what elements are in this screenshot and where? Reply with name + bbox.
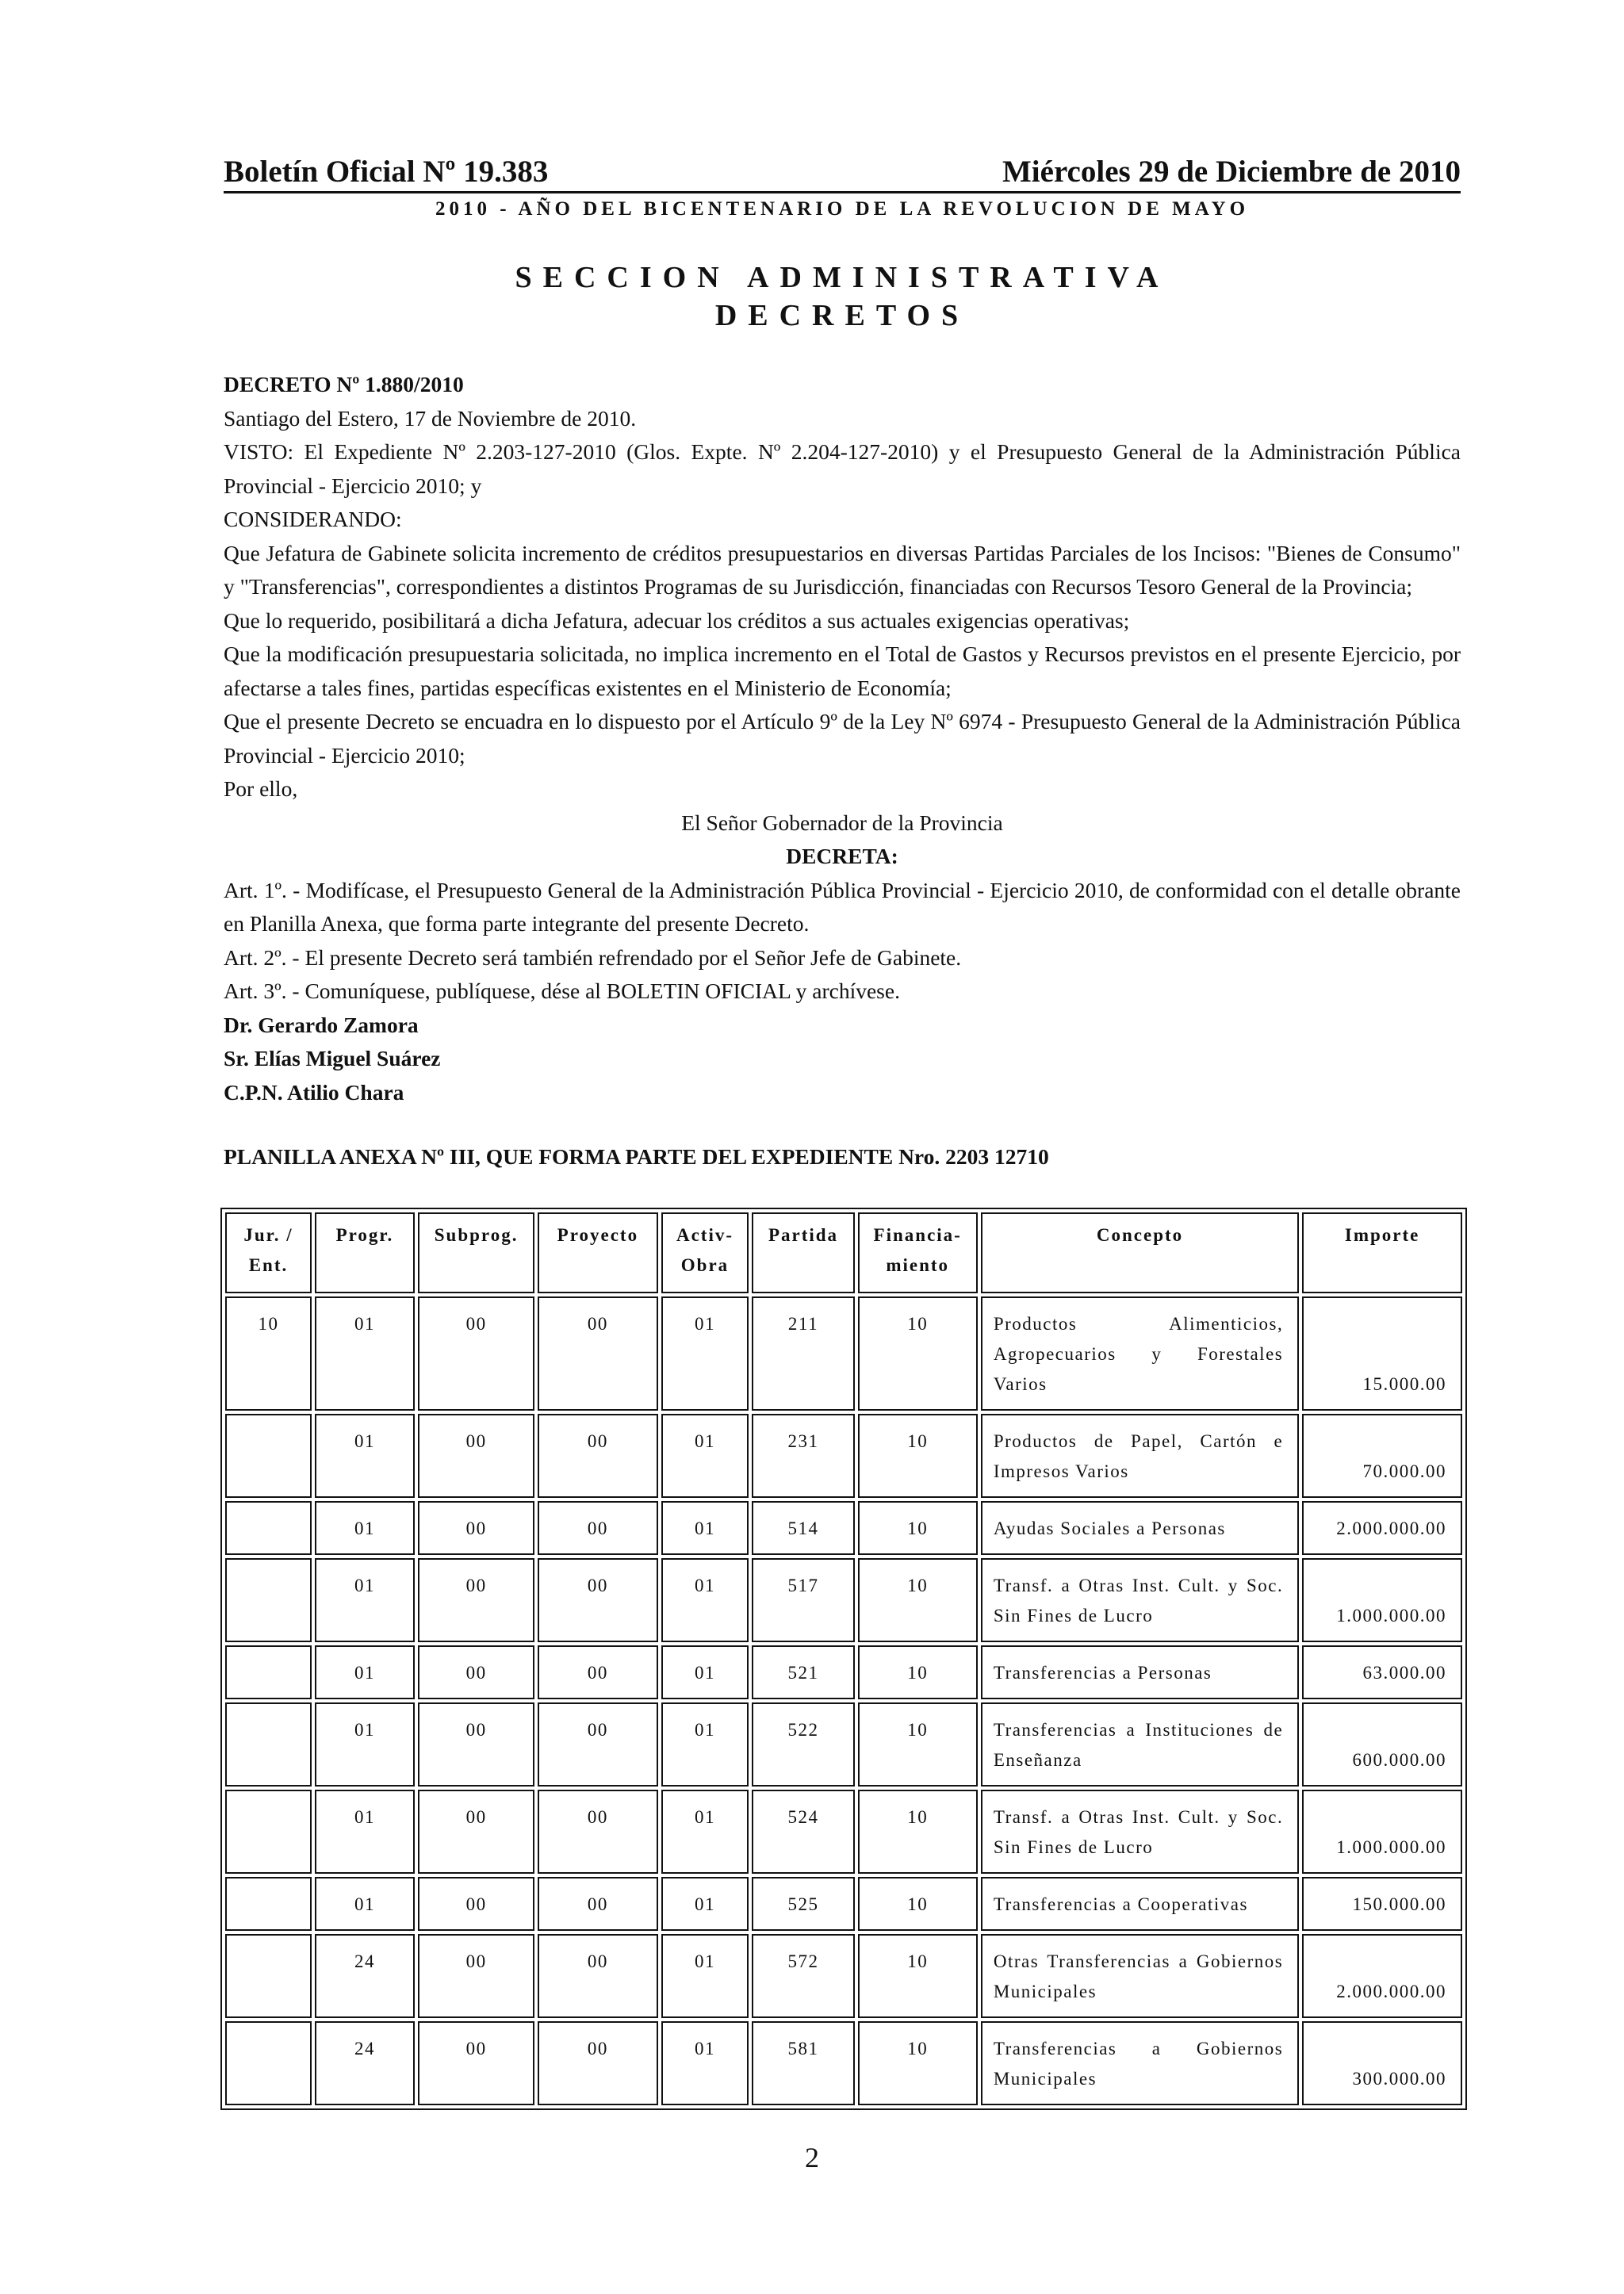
cell-importe: 70.000.00 (1302, 1414, 1462, 1498)
cell-subprog: 00 (418, 2021, 534, 2105)
cell-subprog: 00 (418, 1558, 534, 1642)
col-header-jur: Jur. / Ent. (225, 1212, 312, 1293)
cell-progr: 01 (315, 1877, 415, 1931)
cell-progr: 01 (315, 1414, 415, 1498)
anexa-title: PLANILLA ANEXA Nº III, QUE FORMA PARTE DEL EXPEDIENTE Nro. 2203 12710 (224, 1144, 1049, 1169)
col-header-activ: Activ- Obra (661, 1212, 749, 1293)
concepto-line: Transferencias a Gobiernos (993, 2039, 1284, 2058)
section-subtitle: DECRETOS (714, 299, 970, 332)
cell-subprog: 00 (418, 1702, 534, 1787)
cell-proyecto: 00 (538, 2021, 657, 2105)
cell-subprog: 00 (418, 1877, 534, 1931)
cell-proyecto: 00 (538, 1702, 657, 1787)
anexa-table (220, 1208, 1467, 2110)
cell-concepto (981, 1558, 1299, 1642)
concepto-line: Otras Transferencias a Gobiernos (993, 1951, 1284, 1971)
concepto-line: Sin Fines de Lucro (993, 1837, 1154, 1857)
cell-subprog: 00 (418, 1296, 534, 1411)
cell-jur: 10 (225, 1296, 312, 1411)
bulletin-number: Boletín Oficial Nº 19.383 (224, 155, 549, 189)
cell-activ: 01 (661, 1877, 749, 1931)
col-header-importe: Importe (1302, 1212, 1462, 1293)
cell-jur (225, 1877, 312, 1931)
cell-proyecto: 00 (538, 1645, 657, 1699)
table-row (225, 1934, 1462, 2018)
cell-importe: 300.000.00 (1302, 2021, 1462, 2105)
cell-activ: 01 (661, 1934, 749, 2018)
cell-jur (225, 1934, 312, 2018)
cell-partida: 581 (752, 2021, 854, 2105)
table-row (225, 1877, 1462, 1931)
signatory: Dr. Gerardo Zamora (224, 1012, 419, 1037)
cell-partida: 231 (752, 1414, 854, 1498)
cell-subprog: 00 (418, 1414, 534, 1498)
cell-activ: 01 (661, 1790, 749, 1874)
decree-paragraph-1: Que Jefatura de Gabinete solicita incremento de créditos presupuestarios en diversas Partidas Parciales de los Incisos: "Bienes de Consumo" y "Transferencias", correspondientes a distintos Programas de su Jurisdicción, financiadas con Recursos Tesoro General de la Provincia; (224, 540, 1461, 599)
cell-activ: 01 (661, 1702, 749, 1787)
table-row (225, 1645, 1462, 1699)
table-row (225, 1790, 1462, 1874)
decree-considerando: CONSIDERANDO: (224, 507, 402, 531)
cell-progr: 01 (315, 1702, 415, 1787)
concepto-line: Transferencias a Cooperativas (993, 1894, 1248, 1914)
cell-jur (225, 1645, 312, 1699)
decree-body (224, 368, 1461, 1109)
cell-concepto (981, 1934, 1299, 2018)
cell-financ: 10 (858, 1558, 978, 1642)
bulletin-header (224, 155, 1461, 193)
col-header-subprog: Subprog. (418, 1212, 534, 1293)
cell-subprog: 00 (418, 1790, 534, 1874)
cell-subprog: 00 (418, 1501, 534, 1555)
cell-financ: 10 (858, 1877, 978, 1931)
col-header-proyecto: Proyecto (538, 1212, 657, 1293)
cell-progr: 01 (315, 1296, 415, 1411)
cell-progr: 24 (315, 1934, 415, 2018)
cell-proyecto: 00 (538, 1558, 657, 1642)
cell-progr: 01 (315, 1645, 415, 1699)
decree-visto: VISTO: El Expediente Nº 2.203-127-2010 (Glos. Expte. Nº 2.204-127-2010) y el Presupuesto General de la Administración Pública Provincial - Ejercicio 2010; y (224, 439, 1461, 498)
cell-concepto (981, 1877, 1299, 1931)
cell-progr: 01 (315, 1558, 415, 1642)
cell-proyecto: 00 (538, 1296, 657, 1411)
cell-activ: 01 (661, 1414, 749, 1498)
cell-proyecto: 00 (538, 1934, 657, 2018)
decree-place-date: Santiago del Estero, 17 de Noviembre de 2010. (224, 405, 637, 431)
concepto-line: Ayudas Sociales a Personas (993, 1518, 1226, 1538)
cell-progr: 24 (315, 2021, 415, 2105)
cell-proyecto: 00 (538, 1790, 657, 1874)
col-header-concepto: Concepto (981, 1212, 1299, 1293)
cell-importe: 1.000.000.00 (1302, 1558, 1462, 1642)
cell-partida: 572 (752, 1934, 854, 2018)
decree-article-2: Art. 2º. - El presente Decreto será también refrendado por el Señor Jefe de Gabinete. (224, 944, 962, 970)
table-row (225, 1702, 1462, 1787)
decree-por-ello: Por ello, (224, 776, 298, 801)
decree-article-1: Art. 1º. - Modifícase, el Presupuesto General de la Administración Pública Provincial - Ejercicio 2010, de conformidad con el detalle obrante en Planilla Anexa, que forma parte integrante del presente Decreto. (224, 877, 1461, 936)
cell-proyecto: 00 (538, 1501, 657, 1555)
concepto-line: Varios (993, 1374, 1048, 1394)
cell-concepto (981, 1702, 1299, 1787)
cell-financ: 10 (858, 2021, 978, 2105)
cell-jur (225, 1414, 312, 1498)
cell-activ: 01 (661, 1645, 749, 1699)
signatory: C.P.N. Atilio Chara (224, 1079, 404, 1105)
cell-subprog: 00 (418, 1645, 534, 1699)
concepto-line: Municipales (993, 1982, 1097, 2001)
col-header-progr: Progr. (315, 1212, 415, 1293)
cell-progr: 01 (315, 1790, 415, 1874)
col-header-financ: Financia- miento (858, 1212, 978, 1293)
table-row (225, 1558, 1462, 1642)
concepto-line: Sin Fines de Lucro (993, 1606, 1154, 1626)
decree-decreta: DECRETA: (786, 844, 898, 868)
cell-importe: 600.000.00 (1302, 1702, 1462, 1787)
concepto-line: Transf. a Otras Inst. Cult. y Soc. (993, 1807, 1284, 1827)
cell-activ: 01 (661, 2021, 749, 2105)
concepto-line: Productos Alimenticios, (993, 1314, 1284, 1334)
table-row (225, 1296, 1462, 1411)
cell-importe: 15.000.00 (1302, 1296, 1462, 1411)
cell-importe: 1.000.000.00 (1302, 1790, 1462, 1874)
cell-partida: 521 (752, 1645, 854, 1699)
page-number: 2 (805, 2142, 819, 2173)
concepto-line: Transferencias a Personas (993, 1663, 1212, 1683)
cell-importe: 63.000.00 (1302, 1645, 1462, 1699)
cell-partida: 522 (752, 1702, 854, 1787)
section-title: SECCION ADMINISTRATIVA (515, 261, 1170, 294)
cell-concepto (981, 1414, 1299, 1498)
signatory: Sr. Elías Miguel Suárez (224, 1046, 441, 1070)
cell-concepto (981, 1296, 1299, 1411)
cell-jur (225, 1501, 312, 1555)
cell-partida: 211 (752, 1296, 854, 1411)
year-motto: 2010 - AÑO DEL BICENTENARIO DE LA REVOLUCION DE MAYO (435, 198, 1250, 220)
concepto-line: Enseñanza (993, 1750, 1082, 1770)
col-header-partida: Partida (752, 1212, 854, 1293)
cell-partida: 525 (752, 1877, 854, 1931)
concepto-line: Agropecuarios y Forestales (993, 1344, 1284, 1364)
cell-importe: 150.000.00 (1302, 1877, 1462, 1931)
concepto-line: Impresos Varios (993, 1461, 1129, 1481)
decree-article-3: Art. 3º. - Comuníquese, publíquese, dése al BOLETIN OFICIAL y archívese. (224, 978, 900, 1003)
cell-concepto (981, 2021, 1299, 2105)
concepto-line: Transferencias a Instituciones de (993, 1720, 1284, 1740)
cell-financ: 10 (858, 1645, 978, 1699)
cell-financ: 10 (858, 1414, 978, 1498)
cell-financ: 10 (858, 1501, 978, 1555)
cell-importe: 2.000.000.00 (1302, 1501, 1462, 1555)
cell-financ: 10 (858, 1790, 978, 1874)
cell-jur (225, 1558, 312, 1642)
cell-subprog: 00 (418, 1934, 534, 2018)
concepto-line: Transf. a Otras Inst. Cult. y Soc. (993, 1576, 1284, 1595)
document-page (224, 155, 1461, 2110)
cell-concepto (981, 1790, 1299, 1874)
cell-importe: 2.000.000.00 (1302, 1934, 1462, 2018)
cell-proyecto: 00 (538, 1877, 657, 1931)
cell-jur (225, 2021, 312, 2105)
cell-partida: 517 (752, 1558, 854, 1642)
cell-activ: 01 (661, 1558, 749, 1642)
decree-paragraph-4: Que el presente Decreto se encuadra en lo dispuesto por el Artículo 9º de la Ley Nº 6974 - Presupuesto General de la Administración Pública Provincial - Ejercicio 2010; (224, 709, 1461, 768)
table-row (225, 1414, 1462, 1498)
table-header-row (225, 1212, 1462, 1293)
cell-financ: 10 (858, 1934, 978, 2018)
cell-financ: 10 (858, 1702, 978, 1787)
decree-paragraph-2: Que lo requerido, posibilitará a dicha Jefatura, adecuar los créditos a sus actuales exigencias operativas; (224, 607, 1130, 633)
cell-partida: 514 (752, 1501, 854, 1555)
cell-jur (225, 1790, 312, 1874)
table-row (225, 1501, 1462, 1555)
cell-concepto (981, 1645, 1299, 1699)
cell-activ: 01 (661, 1296, 749, 1411)
cell-partida: 524 (752, 1790, 854, 1874)
decree-gobernador: El Señor Gobernador de la Provincia (681, 810, 1003, 835)
table-row (225, 2021, 1462, 2105)
cell-concepto (981, 1501, 1299, 1555)
cell-proyecto: 00 (538, 1414, 657, 1498)
cell-progr: 01 (315, 1501, 415, 1555)
cell-financ: 10 (858, 1296, 978, 1411)
concepto-line: Productos de Papel, Cartón e (993, 1431, 1284, 1451)
decree-number: DECRETO Nº 1.880/2010 (224, 372, 464, 396)
bulletin-date: Miércoles 29 de Diciembre de 2010 (1002, 155, 1461, 189)
decree-paragraph-3: Que la modificación presupuestaria solicitada, no implica incremento en el Total de Gastos y Recursos previstos en el presente Ejercicio, por afectarse a tales fines, partidas específicas existentes en el Ministerio de Economía; (224, 641, 1461, 700)
cell-jur (225, 1702, 312, 1787)
concepto-line: Municipales (993, 2069, 1097, 2089)
cell-activ: 01 (661, 1501, 749, 1555)
